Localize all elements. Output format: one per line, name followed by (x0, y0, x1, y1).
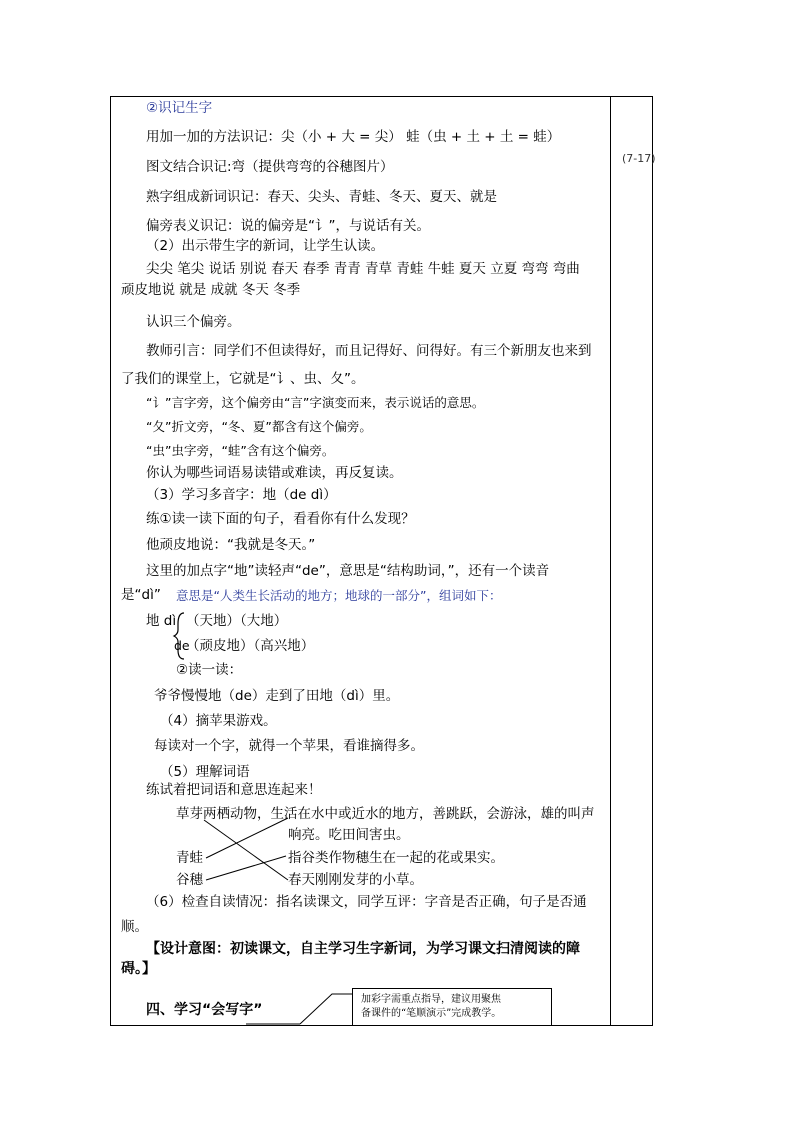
text-line: 熟字组成新词识记：春天、尖头、青蛙、冬天、夏天、就是 (146, 189, 497, 205)
text-line: “虫”虫字旁，“蛙”含有这个偏旁。 (146, 443, 335, 458)
design-intent: 【设计意图：初读课文，自主学习生字新词，为学习课文扫清阅读的障 (146, 941, 580, 957)
side-note: (7-17) (622, 152, 656, 165)
text-line: 每读对一个字，就得一个苹果，看谁摘得多。 (154, 738, 424, 754)
text-line: 图文结合识记:弯（提供弯弯的谷穗图片） (146, 159, 394, 175)
text-line: “讠”言字旁，这个偏旁由“言”字演变而来，表示说话的意思。 (146, 395, 485, 410)
match-meaning-ear: 指谷类作物穗生在一起的花或果实。 (288, 850, 504, 866)
text-line: 用加一加的方法识记：尖（小 + 大 = 尖） 蛙（虫 + 土 + 土 = 蛙） (146, 129, 561, 145)
polyphone-brace (174, 613, 184, 659)
match-meaning-frog: 两栖动物，生活在水中或近水的地方，善跳跃，会游泳，雄的叫声 (203, 806, 595, 822)
text-line: ②读一读： (176, 662, 243, 678)
match-line-caoya (204, 820, 288, 880)
polyphone-de-words: （顽皮地）（高兴地） (186, 638, 315, 654)
match-meaning-frog-cont: 响亮。吃田间害虫。 (288, 827, 410, 843)
text-line-blue: 意思是“人类生长活动的地方；地球的一部分”，组词如下： (176, 588, 502, 603)
text-line: “夂”折文旁，“冬、夏”都含有这个偏旁。 (146, 419, 372, 434)
text-line: 尖尖 笔尖 说话 别说 春天 春季 青青 青草 青蛙 牛蛙 夏天 立夏 弯弯 弯曲 (146, 261, 580, 277)
text-line: 顺。 (121, 919, 148, 935)
text-line: 教师引言：同学们不但读得好，而且记得好、问得好。有三个新朋友也来到 (146, 343, 592, 359)
polyphone-di-words: （天地）（大地） (186, 613, 288, 629)
text-line: 你认为哪些词语易读错或难读，再反复读。 (146, 465, 403, 481)
match-line-gusui (206, 856, 286, 880)
match-word-qingwa: 青蛙 (176, 850, 203, 866)
text-line: 了我们的课堂上，它就是“讠、虫、夂”。 (121, 371, 365, 387)
text-line: 练①读一读下面的句子，看看你有什么发现？ (146, 511, 415, 527)
text-line: （6）检查自读情况：指名读课文，同学互评：字音是否正确，句子是否通 (146, 894, 587, 910)
design-intent-cont: 碍。】 (121, 961, 156, 977)
match-word-caoya: 草芽 (176, 806, 203, 822)
match-word-gusui: 谷穗 (176, 872, 203, 888)
text-line: （3）学习多音字：地（de dì） (146, 487, 337, 503)
callout-line: 备课件的“笔顺演示”完成教学。 (361, 1008, 502, 1019)
text-line: 认识三个偏旁。 (146, 314, 241, 330)
text-line: 顽皮地说 就是 成就 冬天 冬季 (121, 282, 301, 298)
text-line: （4）摘苹果游戏。 (160, 713, 277, 729)
match-meaning-sprout: 春天刚刚发芽的小草。 (288, 872, 423, 888)
text-line: （2）出示带生字的新词，让学生认读。 (146, 238, 385, 254)
section-heading-writing: 四、学习“会写字” (146, 1002, 263, 1018)
text-line: 是“dì” (121, 587, 161, 603)
text-line: 偏旁表义识记：说的偏旁是“讠”，与说话有关。 (146, 218, 430, 234)
polyphone-di: 地 dì (146, 613, 177, 629)
match-line-qingwa (206, 818, 288, 858)
text-line: 爷爷慢慢地（de）走到了田地（dì）里。 (154, 688, 400, 704)
polyphone-de: de (174, 638, 190, 653)
text-line: 他顽皮地说：“我就是冬天。” (146, 537, 316, 553)
callout-line: 加彩字需重点指导，建议用聚焦 (361, 994, 501, 1005)
text-line: （5）理解词语 (160, 764, 250, 780)
section-heading-identify: ②识记生字 (146, 100, 213, 116)
text-line: 练试着把词语和意思连起来！ (146, 782, 322, 798)
text-line: 这里的加点字“地”读轻声“de”，意思是“结构助词，”，还有一个读音 (146, 563, 550, 579)
callout-pointer (300, 994, 352, 1024)
